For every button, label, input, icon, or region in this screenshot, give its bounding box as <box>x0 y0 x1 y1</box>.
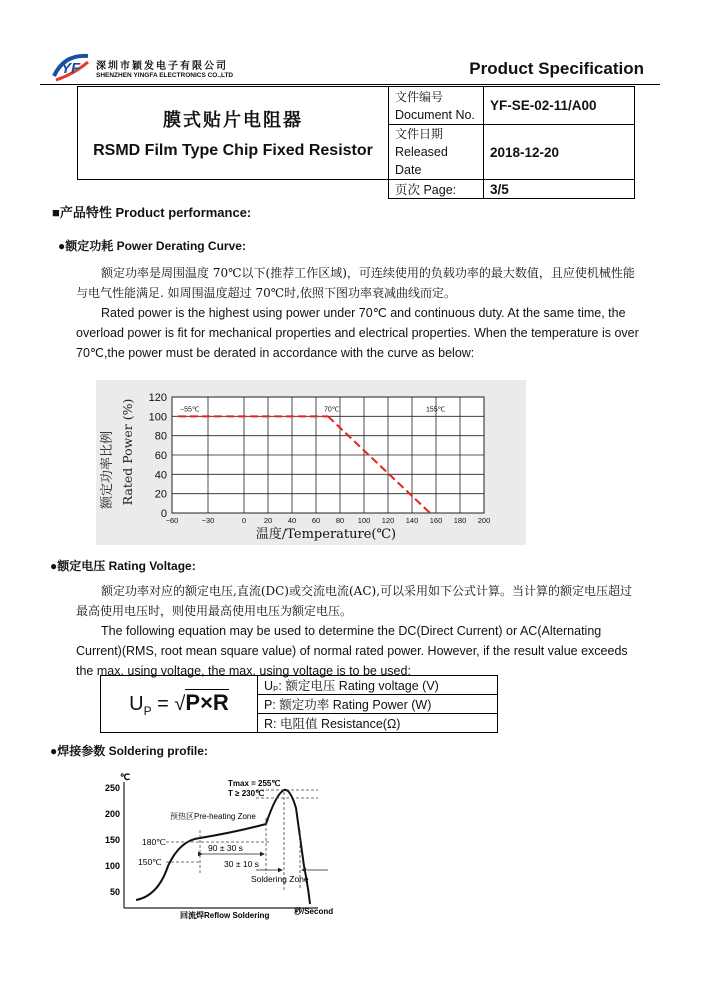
t230-label: T ≥ 230℃ <box>228 789 265 798</box>
chart-xtick-label: 80 <box>335 516 345 525</box>
solder-x-label: 秒/Second <box>294 907 334 916</box>
date-value: 2018-12-20 <box>484 125 635 180</box>
formula-rhs: P×R <box>185 690 229 715</box>
company-name-cn: 深圳市颖发电子有限公司 <box>96 61 228 72</box>
chart-ytick-label: 100 <box>148 411 167 424</box>
soldering-heading: ●焊接参数 Soldering profile: <box>50 744 208 758</box>
reflow-soldering-profile <box>96 770 356 925</box>
chart-xtick-label: −60 <box>165 516 179 525</box>
voltage-cn-1: 额定功率对应的额定电压,直流(DC)或交流电流(AC),可以采用如下公式计算。当计算的额定电压超过 <box>101 584 633 598</box>
chart-xtick-label: 100 <box>357 516 371 525</box>
preheat-time: 90 ± 30 s <box>208 843 243 853</box>
doc-no-label-en: Document No. <box>395 107 475 122</box>
header-rule <box>40 84 660 85</box>
chart-xtick-label: 120 <box>381 516 395 525</box>
solder-unit: ℃ <box>120 772 131 782</box>
legend-up: Uₚ: 额定电压 Rating voltage (V) <box>258 676 498 695</box>
chart-ylabel-en: Rated Power (%) <box>120 398 135 506</box>
derating-en-3: 70℃,the power must be derated in accordance with the curve as below: <box>76 346 475 360</box>
chart-ytick-label: 40 <box>154 469 167 482</box>
chart-ytick-label: 20 <box>154 488 167 501</box>
chart-annotation: 155℃ <box>426 406 446 414</box>
voltage-cn-2: 最高使用电压时，则使用最高使用电压为额定电压。 <box>76 604 353 618</box>
chart-ytick-label: 60 <box>154 450 167 462</box>
derating-heading: ●额定功耗 Power Derating Curve: <box>58 239 246 253</box>
chart-ytick-label: 120 <box>148 392 167 404</box>
derating-en-2: overload power is fit for mechanical properties and electrical properties. When the temperature is over <box>76 326 639 340</box>
derating-en-1: Rated power is the highest using power under 70℃ and continuous duty. At the same time, the <box>101 306 626 320</box>
chart-ytick-label: 80 <box>154 430 167 443</box>
chart-xtick-label: 0 <box>241 516 247 525</box>
voltage-formula-table <box>100 675 498 733</box>
chart-xtick-label: 20 <box>263 516 273 525</box>
chart-ylabel-cn: 额定功率比例 <box>100 430 115 510</box>
logo-text: YF <box>61 60 81 77</box>
page-value: 3/5 <box>484 180 635 199</box>
solder-ytick-250: 250 <box>104 783 120 793</box>
date-label-cn: 文件日期 <box>395 127 444 141</box>
chart-xtick-label: 200 <box>477 516 491 525</box>
solder-ytick-200: 200 <box>104 809 120 819</box>
solder-zone-label: Soldering Zone <box>251 874 309 884</box>
company-name-en: SHENZHEN YINGFA ELECTRONICS CO.,LTD <box>96 72 234 79</box>
doc-no-value: YF-SE-02-11/A00 <box>484 87 635 125</box>
solder-ytick-50: 50 <box>109 887 120 897</box>
chart-xtick-label: 140 <box>405 516 419 525</box>
legend-p: P: 额定功率 Rating Power (W) <box>258 695 498 714</box>
doc-title-cn: 膜式贴片电阻器 <box>163 110 303 131</box>
company-logo <box>52 52 92 82</box>
chart-xtick-label: −30 <box>201 516 215 525</box>
chart-xtick-label: 160 <box>429 516 443 525</box>
voltage-en-1: The following equation may be used to determine the DC(Direct Current) or AC(Alternating <box>101 624 602 638</box>
chart-xtick-label: 60 <box>311 516 321 525</box>
solder-ytick-100: 100 <box>104 861 120 871</box>
chart-annotation: 70℃ <box>324 406 340 414</box>
voltage-heading: ●额定电压 Rating Voltage: <box>50 559 196 573</box>
page-label: 页次 Page: <box>389 180 484 199</box>
date-label-en: Released Date <box>395 145 448 177</box>
t150-label: 150℃ <box>138 857 162 867</box>
voltage-paragraph <box>76 581 643 681</box>
tmax-label: Tmax = 255℃ <box>228 779 281 788</box>
derating-cn-1: 额定功率是周围温度 70℃以下(推荐工作区域)，可连续使用的负载功率的最大数值，且应使机械性能 <box>101 266 635 280</box>
chart-xtick-label: 40 <box>287 516 297 525</box>
power-derating-chart <box>96 380 526 545</box>
derating-cn-2: 与电气性能满足. 如周围温度超过 70℃时,依照下图功率衰减曲线而定。 <box>76 286 456 300</box>
preheat-label: 预热区Pre-heating Zone <box>170 812 256 821</box>
derating-paragraph <box>76 263 643 363</box>
formula-eq: = √ <box>151 693 186 715</box>
formula-sub: P <box>143 704 152 718</box>
chart-annotation: −55℃ <box>180 406 200 414</box>
chart-xlabel: 温度/Temperature(℃) <box>255 527 397 542</box>
spec-title: Product Specification <box>469 59 644 78</box>
chart-ytick-label: 0 <box>160 508 167 520</box>
chart-xtick-label: 180 <box>453 516 467 525</box>
solder-ytick-150: 150 <box>104 835 120 845</box>
section-title: ■产品特性 Product performance: <box>52 205 252 220</box>
formula-lhs: U <box>129 693 144 715</box>
formula-cell <box>101 676 258 733</box>
doc-title-en: RSMD Film Type Chip Fixed Resistor <box>93 142 373 159</box>
legend-r: R: 电阻值 Resistance(Ω) <box>258 714 498 733</box>
voltage-en-3: the max. using voltage, the max. using voltage is to be used: <box>76 664 411 678</box>
voltage-en-2: Current)(RMS, root mean square value) of normal rated power. However, if the result value exceeds <box>76 644 628 658</box>
solder-caption: 回流焊Reflow Soldering <box>180 911 270 920</box>
solder-time: 30 ± 10 s <box>224 859 259 869</box>
t180-label: 180℃ <box>142 837 166 847</box>
doc-no-label-cn: 文件编号 <box>395 89 444 104</box>
document-header-table <box>77 86 635 199</box>
